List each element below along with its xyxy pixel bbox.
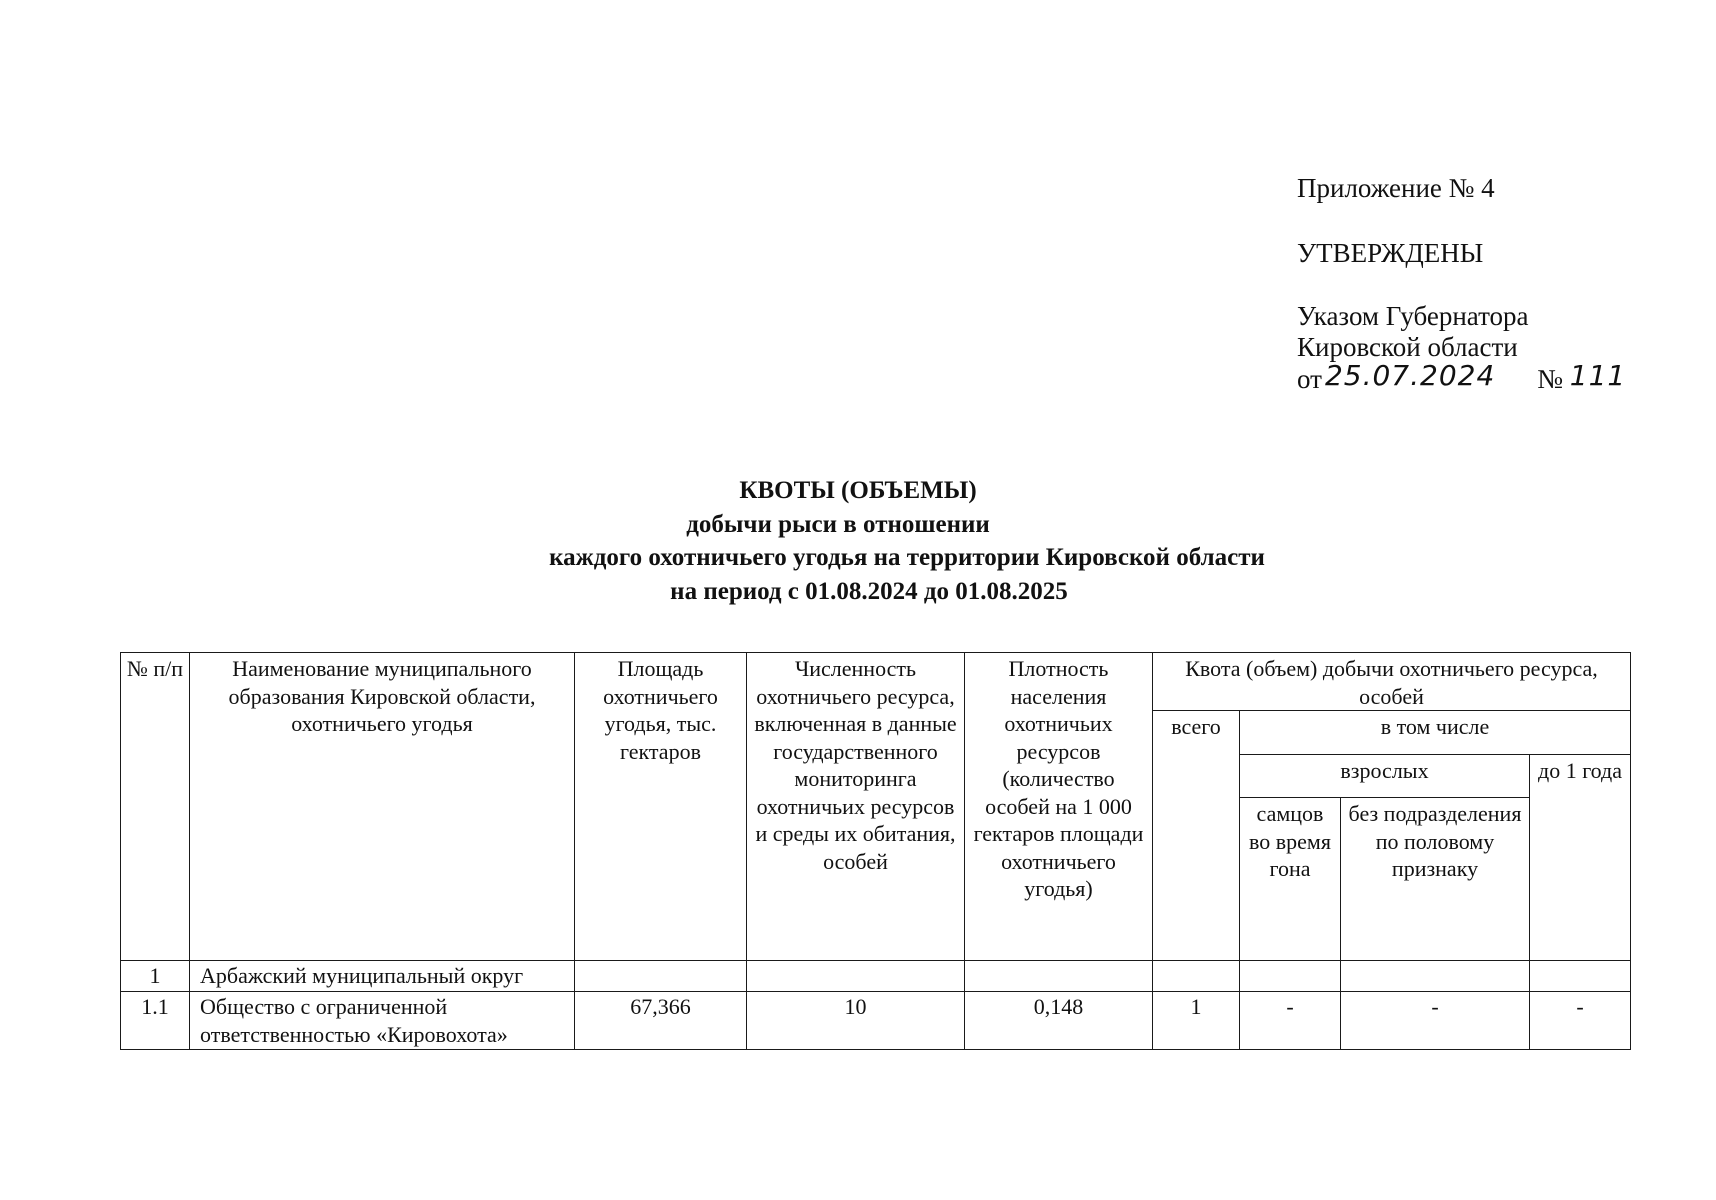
row-density: [965, 961, 1153, 992]
header-count: Численность охотничьего ресурса, включенная в данные государственного мониторинга охотничьих ресурсов и среды их обитания, особей: [747, 653, 965, 961]
header-name: Наименование муниципального образования Кировской области, охотничьего угодья: [190, 653, 575, 961]
row-name: Общество с ограниченной ответственностью «Кировохота»: [190, 992, 575, 1050]
row-males-rut: -: [1240, 992, 1341, 1050]
header-quota: Квота (объем) добычи охотничьего ресурса, особей: [1153, 653, 1631, 711]
title-line-1: КВОТЫ (ОБЪЕМЫ): [739, 477, 977, 504]
header-density: Плотность населения охотничьих ресурсов (количество особей на 1 000 гектаров площади охотничьего угодья): [965, 653, 1153, 961]
decree-line-2: Кировской области: [1297, 332, 1518, 362]
row-num: 1.1: [121, 992, 190, 1050]
row-num: 1: [121, 961, 190, 992]
header-row-1: [121, 653, 1631, 711]
header-males-rut: самцов во время гона: [1240, 798, 1341, 961]
header-no-sex: без подразделения по половому признаку: [1341, 798, 1530, 961]
row-no-sex: [1341, 961, 1530, 992]
header-area: Площадь охотничьего угодья, тыс. гектаров: [575, 653, 747, 961]
row-males-rut: [1240, 961, 1341, 992]
handwritten-date: 25.07.2024: [1324, 359, 1496, 392]
date-prefix: от: [1297, 364, 1322, 394]
row-density: 0,148: [965, 992, 1153, 1050]
row-under-one: [1530, 961, 1631, 992]
row-total: [1153, 961, 1240, 992]
header-including: в том числе: [1240, 711, 1631, 755]
title-line-4: на период с 01.08.2024 до 01.08.2025: [670, 577, 1068, 605]
row-under-one: -: [1530, 992, 1631, 1050]
decree-line-1: Указом Губернатора: [1297, 301, 1529, 331]
handwritten-number: 111: [1569, 359, 1627, 392]
table-row: [121, 992, 1631, 1050]
header-num: № п/п: [121, 653, 190, 961]
title-line-3: каждого охотничьего угодья на территории Кировской области: [549, 544, 1265, 571]
row-count: [747, 961, 965, 992]
row-area: 67,366: [575, 992, 747, 1050]
quota-table: [120, 652, 1631, 1050]
header-under-one: до 1 года: [1530, 755, 1631, 961]
title-line-2: добычи рыси в отношении: [686, 510, 990, 538]
row-count: 10: [747, 992, 965, 1050]
number-prefix: №: [1537, 364, 1564, 394]
appendix-title: Приложение № 4: [1297, 173, 1495, 203]
approved-label: УТВЕРЖДЕНЫ: [1297, 238, 1484, 268]
header-total: всего: [1153, 711, 1240, 961]
table-row: [121, 961, 1631, 992]
row-name: Арбажский муниципальный округ: [190, 961, 575, 992]
row-total: 1: [1153, 992, 1240, 1050]
appendix-block: [1297, 173, 1626, 395]
document-title: [0, 474, 1716, 608]
row-area: [575, 961, 747, 992]
decree-date-line: [1297, 359, 1627, 395]
row-no-sex: -: [1341, 992, 1530, 1050]
header-adults: взрослых: [1240, 755, 1530, 798]
